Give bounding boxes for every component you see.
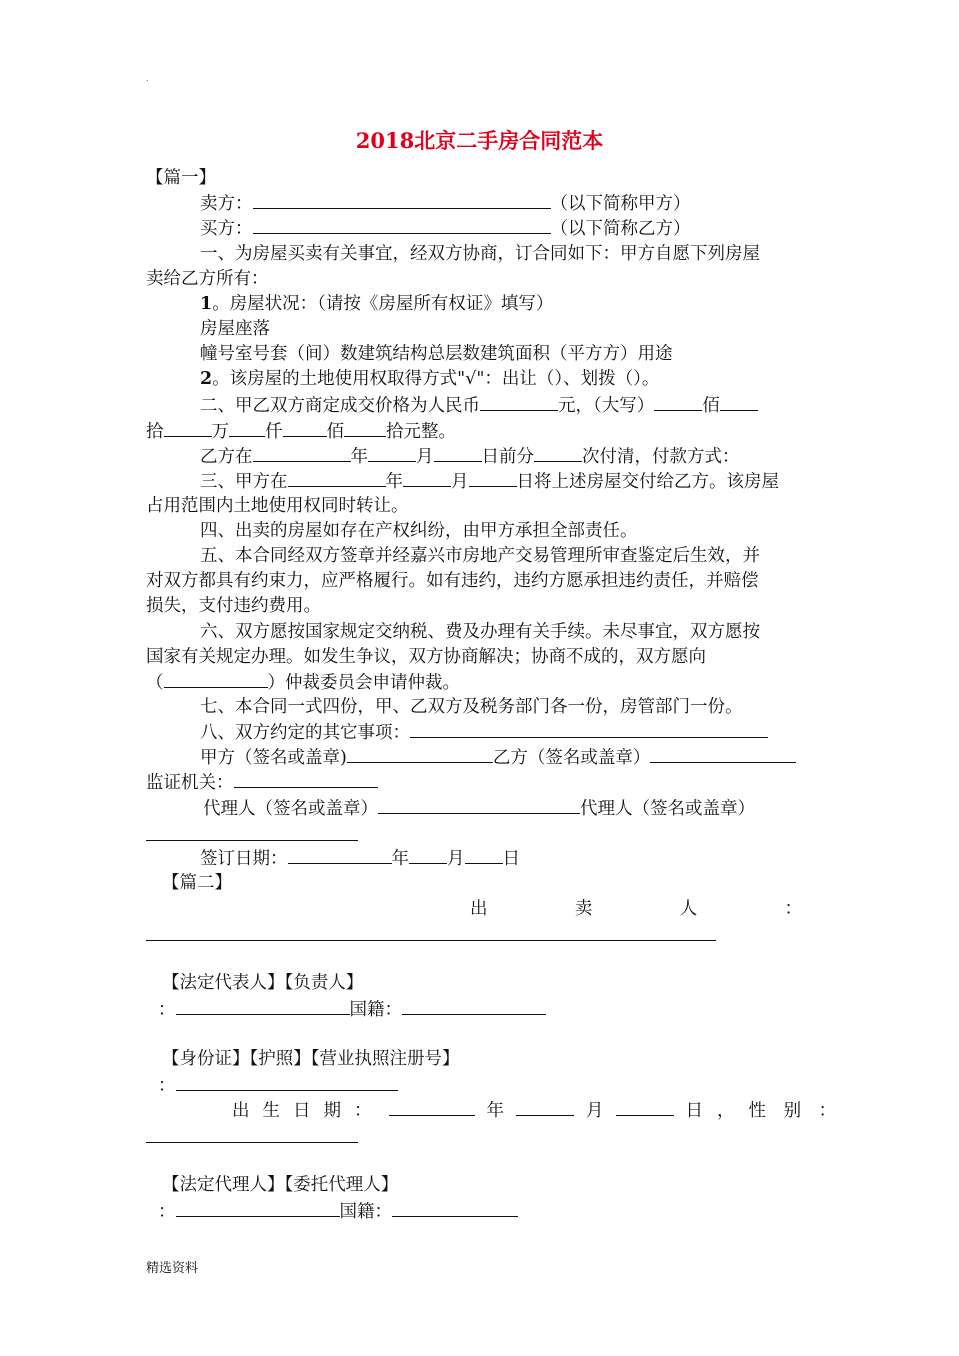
article-3-line-2: 占用范围内土地使用权同时转让。 (146, 496, 409, 516)
notary-label: 监证机关： (146, 773, 234, 793)
agent-type-blank[interactable] (176, 1199, 340, 1217)
sign-day-blank[interactable] (465, 846, 503, 864)
seller-blank[interactable] (253, 191, 551, 209)
birth-month-blank[interactable] (516, 1098, 574, 1116)
location-line: 房屋座落 (200, 319, 270, 339)
pay-month-blank[interactable] (368, 444, 416, 462)
notary-blank[interactable] (234, 770, 378, 788)
section-heading-2: 【篇二】 (162, 873, 232, 893)
buyer-note: （以下简称乙方） (550, 219, 691, 239)
buyer-line (200, 216, 691, 241)
seller-name-blank[interactable] (146, 940, 716, 941)
pay-year-blank[interactable] (253, 444, 351, 462)
seller-spread-line (470, 897, 802, 921)
pay-day-blank[interactable] (434, 444, 482, 462)
item-2-text: 。该房屋的土地使用权取得方式"√"：出让（）、划拨（）。 (212, 369, 660, 389)
deliver-day-blank[interactable] (469, 469, 517, 487)
agent-b-blank[interactable] (146, 840, 358, 841)
item-1-number: 1 (200, 294, 213, 314)
agent-type-line (158, 1199, 518, 1224)
pay-method: 次付清，付款方式： (582, 447, 740, 467)
pay-year: 年 (350, 447, 368, 467)
article-3-line-1 (200, 469, 779, 494)
party-a-sign-blank[interactable] (347, 745, 493, 763)
shi-blank[interactable] (344, 419, 386, 437)
party-b-sign-blank[interactable] (650, 745, 796, 763)
signature-line (200, 745, 796, 770)
birth-year: 年 (486, 1101, 504, 1121)
id-line (158, 1073, 398, 1098)
agent-nationality-blank[interactable] (392, 1199, 518, 1217)
agent-nationality-label: 国籍： (339, 1202, 392, 1222)
article-8-line (200, 720, 768, 745)
id-label: 【身份证】【护照】【营业执照注册号】 (162, 1049, 460, 1069)
article-7: 七、本合同一式四份，甲、乙双方及税务部门各一份，房管部门一份。 (200, 697, 743, 717)
unit-qian: 仟 (265, 422, 283, 442)
deliver-label: 三、甲方在 (200, 472, 288, 492)
article-1-line-2: 卖给乙方所有： (146, 269, 269, 289)
unit-wan: 万 (211, 422, 229, 442)
agent-type-label: 【法定代理人】【委托代理人】 (162, 1175, 399, 1195)
birth-day-blank[interactable] (616, 1098, 674, 1116)
seller-char-2: 卖 (574, 899, 593, 919)
article-8-label: 八、双方约定的其它事项： (200, 723, 410, 743)
pay-times-blank[interactable] (534, 444, 582, 462)
sign-month-blank[interactable] (409, 846, 447, 864)
price-yuan: 元，（大写） (558, 396, 655, 416)
item-1-text: 。房屋状况：（请按《房屋所有权证》填写） (212, 294, 554, 314)
paren-open: （ (146, 673, 164, 693)
sign-month: 月 (447, 849, 465, 869)
article-6-line-1: 六、双方愿按国家规定交纳税、费及办理有关手续。未尽事宜，双方愿按 (200, 622, 760, 642)
unit-bai-2: 佰 (326, 422, 344, 442)
ten-blank-a[interactable] (720, 393, 758, 411)
seller-note: （以下简称甲方） (550, 194, 691, 214)
seller-char-3: 人 (679, 899, 698, 919)
birth-month: 月 (586, 1101, 604, 1121)
payment-line (200, 444, 740, 469)
arbitration-text: ）仲裁委员会申请仲裁。 (267, 673, 460, 693)
pay-month: 月 (416, 447, 434, 467)
birth-day: 日， (685, 1101, 749, 1121)
buyer-label: 买方： (200, 219, 253, 239)
agent-a-label: 代理人（签名或盖章） (203, 799, 378, 819)
bai-blank[interactable] (283, 419, 327, 437)
article-6-line-3 (146, 670, 460, 695)
seller-label: 卖方： (200, 194, 253, 214)
birth-label (232, 1101, 385, 1121)
agent-colon: ： (158, 1202, 176, 1222)
wan-blank[interactable] (164, 419, 212, 437)
deliver-month-blank[interactable] (403, 469, 451, 487)
item-1-line (200, 292, 553, 316)
article-5-line-3: 损失，支付违约费用。 (146, 596, 321, 616)
article-1-line-1: 一、为房屋买卖有关事宜，经双方协商，订合同如下：甲方自愿下列房屋 (200, 244, 760, 264)
seller-colon: ： (784, 899, 802, 919)
buyer-blank[interactable] (253, 216, 551, 234)
page-title: 2018北京二手房合同范本 (355, 128, 604, 153)
birth-year-blank[interactable] (389, 1098, 475, 1116)
fields-line: 幢号室号套（间）数建筑结构总层数建筑面积（平方方）用途 (200, 344, 673, 364)
party-b-sign-label: 乙方（签名或盖章） (492, 748, 651, 768)
birth-char-2: 生 (262, 1101, 293, 1121)
deliver-year-blank[interactable] (288, 469, 386, 487)
header-dot: . (146, 74, 149, 83)
party-a-sign-label: 甲方（签名或盖章) (200, 748, 347, 768)
id-colon: ： (158, 1076, 176, 1096)
unit-shi: 拾 (146, 422, 164, 442)
rep-colon: ： (158, 1000, 176, 1020)
article-2-line-2 (146, 419, 456, 444)
birth-char-4: 期 (323, 1101, 354, 1121)
agent-line (203, 796, 755, 821)
id-blank[interactable] (176, 1073, 398, 1091)
representative-line (158, 997, 546, 1022)
deliver-month: 月 (451, 472, 469, 492)
birth-char-3: 日 (293, 1101, 324, 1121)
gender-label: 性 别 ： (748, 1101, 843, 1121)
sign-date-line (200, 846, 520, 871)
unit-bai: 佰 (702, 396, 720, 416)
deliver-year: 年 (385, 472, 403, 492)
representative-blank[interactable] (176, 997, 350, 1015)
birth-line (232, 1098, 843, 1123)
rep-nationality-blank[interactable] (402, 997, 546, 1015)
section-heading-1: 【篇一】 (146, 168, 216, 188)
agent-b-label: 代理人（签名或盖章） (580, 799, 755, 819)
sign-day: 日 (502, 849, 520, 869)
price-blank[interactable] (480, 393, 558, 411)
article-5-line-1: 五、本合同经双方签章并经嘉兴市房地产交易管理所审查鉴定后生效，并 (200, 546, 760, 566)
other-matters-blank[interactable] (410, 720, 768, 738)
birth-colon: ： (354, 1101, 385, 1121)
agent-a-blank[interactable] (378, 796, 580, 814)
gender-blank[interactable] (146, 1142, 358, 1143)
representative-label: 【法定代表人】【负责人】 (162, 973, 364, 993)
deliver-text: 日将上述房屋交付给乙方。该房屋 (516, 472, 779, 492)
item-2-number: 2 (200, 369, 213, 389)
hundred-thousand-blank[interactable] (654, 393, 702, 411)
article-4: 四、出卖的房屋如存在产权纠纷，由甲方承担全部责任。 (200, 521, 638, 541)
notary-line (146, 770, 378, 795)
sign-year: 年 (391, 849, 409, 869)
sign-year-blank[interactable] (288, 846, 392, 864)
price-label: 二、甲乙双方商定成交价格为人民币 (200, 396, 480, 416)
rep-nationality-label: 国籍： (349, 1000, 402, 1020)
article-2-line-1 (200, 393, 758, 418)
pay-day: 日前分 (481, 447, 534, 467)
seller-char-1: 出 (470, 899, 488, 919)
seller-line (200, 191, 691, 216)
article-6-line-2: 国家有关规定办理。如发生争议，双方协商解决；协商不成的，双方愿向 (146, 647, 706, 667)
footer-text: 精选资料 (146, 1261, 199, 1276)
sign-date-label: 签订日期： (200, 849, 288, 869)
pay-label: 乙方在 (200, 447, 253, 467)
article-5-line-2: 对双方都具有约束力，应严格履行。如有违约，违约方愿承担违约责任，并赔偿 (146, 571, 759, 591)
qian-blank[interactable] (229, 419, 265, 437)
item-2-line (200, 367, 659, 391)
unit-end: 拾元整。 (386, 422, 456, 442)
birth-char-1: 出 (232, 1101, 263, 1121)
arbitration-blank[interactable] (164, 670, 268, 688)
